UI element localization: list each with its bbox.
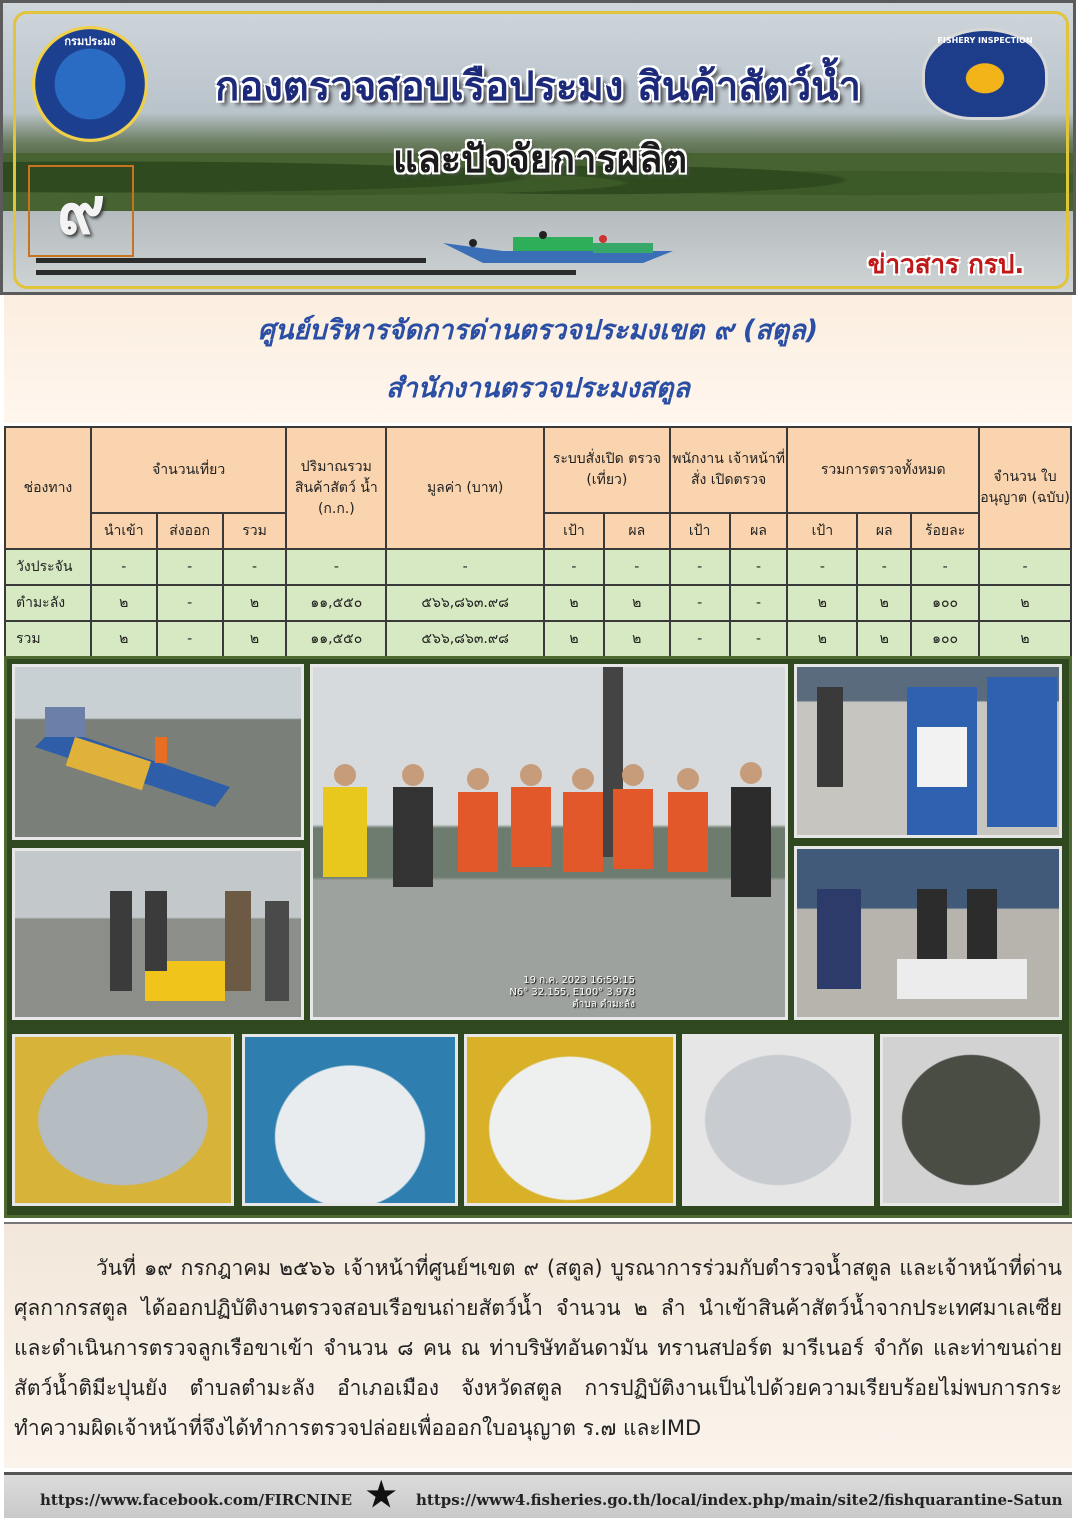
table-cell: ๕๖๖,๘๖๓.๙๘ (386, 585, 544, 621)
header-result: ผล (730, 513, 788, 549)
row-label: วังประจัน (5, 549, 91, 585)
table-cell: - (157, 621, 223, 657)
cargo-boat-photo (12, 664, 304, 840)
table-cell: ๒ (857, 621, 911, 657)
table-cell: ๒ (91, 585, 157, 621)
table-cell: ๑๑,๕๕๐ (286, 621, 386, 657)
header-target: เป้า (787, 513, 857, 549)
table-cell: ๒ (857, 585, 911, 621)
footer (4, 1472, 1072, 1518)
header-result: ผล (604, 513, 670, 549)
shellfish-photo (880, 1034, 1062, 1206)
star-icon: ★ (366, 1475, 397, 1515)
table-cell: - (670, 585, 730, 621)
header-percent: ร้อยละ (911, 513, 979, 549)
header-staff-order: พนักงาน เจ้าหน้าที่สั่ง เปิดตรวจ (670, 427, 788, 513)
table-cell: ๑๐๐ (911, 585, 979, 621)
news-body-paragraph: วันที่ ๑๙ กรกฎาคม ๒๕๖๖ เจ้าหน้าที่ศูนย์ฯเขต ๙ (สตูล) บูรณาการร่วมกับตำรวจน้ำสตูล และเจ้าหน้าที่ด่านศุลกากรสตูล ได้ออกปฏิบัติงานตรวจสอบเรือขนถ่ายสัตว์น้ำ จำนวน ๒ ลำ นำเข้าสินค้าสัตว์น้ำจากประเทศมาเลเซียและดำเนินการตรวจลูกเรือขาเข้า จำนวน ๘ คน ณ ท่าบริษัทอันดามัน ทรานสปอร์ต มารีเนอร์ จำกัด และท่าขนถ่ายสัตว์น้ำติมีะปุนยัง ตำบลตำมะลัง อำเภอเมือง จังหวัดสตูล การปฏิบัติงานเป็นไปด้วยความเรียบร้อยไม่พบการกระทำความผิดเจ้าหน้าที่จึงได้ทำการตรวจปล่อยเพื่อออกใบอนุญาต ร.๗ และIMD (14, 1256, 1062, 1440)
header-import: นำเข้า (91, 513, 157, 549)
table-cell: ๒ (787, 621, 857, 657)
row-label: ตำมะลัง (5, 585, 91, 621)
trevally-fish-photo (242, 1034, 458, 1206)
center-name: ศูนย์บริหารจัดการด่านตรวจประมงเขต ๙ (สตูล) (257, 315, 819, 346)
table-cell: - (857, 549, 911, 585)
table-cell: - (223, 549, 287, 585)
table-cell: ๒ (979, 585, 1071, 621)
office-name: สำนักงานตรวจประมงสตูล (386, 373, 690, 404)
table-cell: ๒ (223, 585, 287, 621)
table-cell: ๑๑,๕๕๐ (286, 585, 386, 621)
table-cell: ๒ (604, 621, 670, 657)
document-check-photo (794, 846, 1062, 1020)
banner-title-line2: และปัจจัยการผลิต (392, 137, 688, 181)
photo-timestamp: 19 ก.ค. 2023 16:59:15 N6° 32.155, E100° 3.978 ตำบล ตำมะลัง (509, 975, 635, 1010)
table-cell: - (730, 549, 788, 585)
facebook-link[interactable]: https://www.facebook.com/FIRCNINE (40, 1491, 353, 1509)
header-export: ส่งออก (157, 513, 223, 549)
table-cell: - (604, 549, 670, 585)
fishing-boats-dock-photo (794, 664, 1062, 838)
table-cell: ๑๐๐ (911, 621, 979, 657)
small-fish-on-ice-photo (464, 1034, 676, 1206)
right-seal-label: FISHERY INSPECTION (937, 36, 1033, 45)
table-cell: - (670, 549, 730, 585)
row-label: รวม (5, 621, 91, 657)
table-cell: - (286, 549, 386, 585)
table-cell: - (157, 549, 223, 585)
table-cell: - (979, 549, 1071, 585)
table-cell: ๒ (544, 585, 604, 621)
table-cell: ๒ (979, 621, 1071, 657)
header-total: รวม (223, 513, 287, 549)
header-channel: ช่องทาง (5, 427, 91, 549)
table-cell: ๒ (223, 621, 287, 657)
header-permits: จำนวน ใบอนุญาต (ฉบับ) (979, 427, 1071, 549)
table-cell: ๒ (91, 621, 157, 657)
table-cell: - (730, 621, 788, 657)
table-row (5, 549, 1071, 585)
table-cell: ๒ (787, 585, 857, 621)
header-trips: จำนวนเที่ยว (91, 427, 287, 513)
table-cell: ๒ (544, 621, 604, 657)
header-target: เป้า (670, 513, 730, 549)
header-target: เป้า (544, 513, 604, 549)
decorative-bar (36, 258, 426, 263)
banner-title-line1: กองตรวจสอบเรือประมง สินค้าสัตว์น้ำ (215, 64, 861, 110)
header-result: ผล (857, 513, 911, 549)
mackerel-fish-photo (12, 1034, 234, 1206)
news-tag: ข่าวสาร กรป. (867, 250, 1025, 280)
officers-inspecting-crates-photo (12, 848, 304, 1020)
table-cell: - (544, 549, 604, 585)
table-cell: ๒ (604, 585, 670, 621)
table-cell: ๕๖๖,๘๖๓.๙๘ (386, 621, 544, 657)
table-cell: - (157, 585, 223, 621)
table-cell: - (730, 585, 788, 621)
left-seal-label: กรมประมง (64, 35, 116, 48)
table-cell: - (670, 621, 730, 657)
table-cell: - (911, 549, 979, 585)
table-cell: - (91, 549, 157, 585)
header-value: มูลค่า (บาท) (386, 427, 544, 549)
table-cell: - (386, 549, 544, 585)
region-number: ๙ (28, 165, 134, 257)
table-row (5, 585, 1071, 621)
table-row (5, 621, 1071, 657)
header-system-order: ระบบสั่งเปิด ตรวจ (เที่ยว) (544, 427, 670, 513)
header-quantity: ปริมาณรวม สินค้าสัตว์ น้ำ (ก.ก.) (286, 427, 386, 549)
table-cell: - (787, 549, 857, 585)
group-photo-officers-crew (310, 664, 788, 1020)
barramundi-fish-photo (682, 1034, 874, 1206)
website-link[interactable]: https://www4.fisheries.go.th/local/index.php/main/site2/fishquarantine-Satun (416, 1491, 1063, 1509)
header-all-inspections: รวมการตรวจทั้งหมด (787, 427, 979, 513)
decorative-bar (36, 270, 576, 275)
inspection-stats-table (4, 426, 1072, 658)
